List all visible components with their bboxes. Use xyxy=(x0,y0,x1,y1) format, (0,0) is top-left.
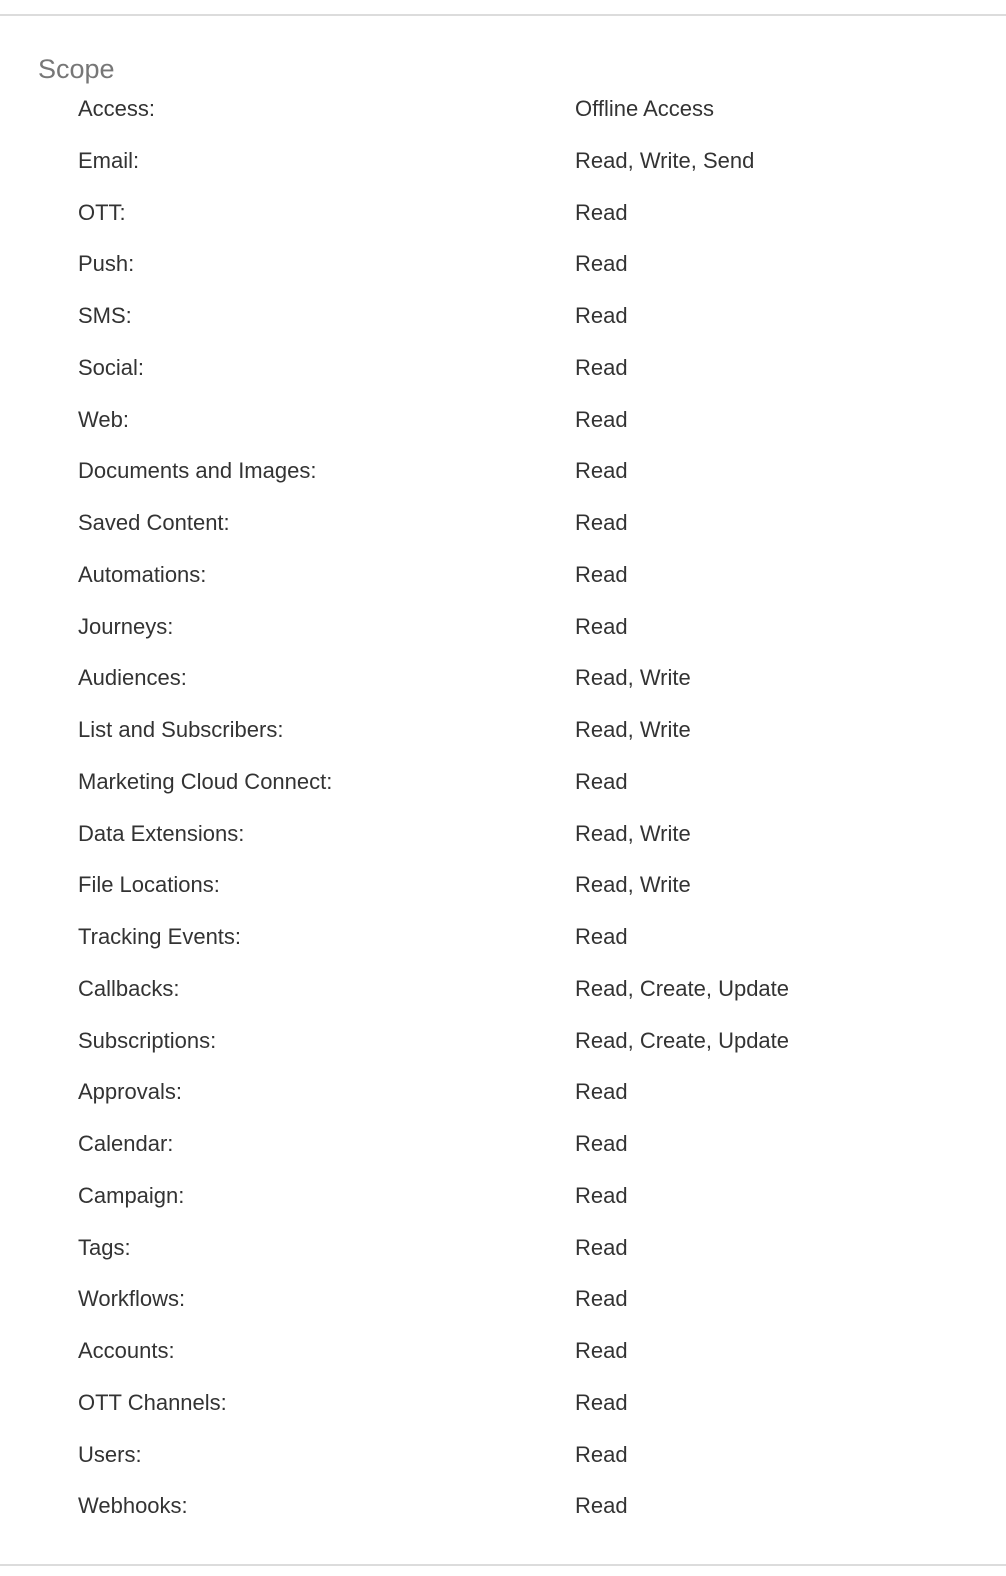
scope-row xyxy=(78,817,978,869)
scope-row xyxy=(78,1386,978,1438)
scope-label: File Locations: xyxy=(78,872,220,898)
scope-row xyxy=(78,765,978,817)
scope-label: Access: xyxy=(78,96,156,121)
scope-label: Email: xyxy=(78,147,140,173)
scope-label: Callbacks: xyxy=(78,975,180,1001)
scope-row xyxy=(78,196,978,248)
scope-value: Read, Create, Update xyxy=(575,1027,790,1053)
scope-row xyxy=(78,1334,978,1386)
scope-row xyxy=(78,972,978,1024)
scope-label: List and Subscribers: xyxy=(78,717,284,742)
scope-row xyxy=(78,1231,978,1283)
scope-label: Data Extensions: xyxy=(78,820,245,846)
scope-list xyxy=(78,92,978,1541)
scope-value: Read xyxy=(575,768,628,794)
scope-row xyxy=(78,610,978,662)
scope-value: Read xyxy=(575,406,628,432)
scope-value: Read xyxy=(575,1338,628,1363)
scope-label: Tracking Events: xyxy=(78,924,242,949)
scope-value: Offline Access xyxy=(575,96,714,121)
scope-row xyxy=(78,1489,978,1541)
scope-label: OTT: xyxy=(78,199,126,225)
scope-row xyxy=(78,92,978,144)
scope-row xyxy=(78,1282,978,1334)
scope-label: Users: xyxy=(78,1441,142,1467)
scope-value: Read xyxy=(575,199,628,225)
scope-panel xyxy=(0,14,1006,1566)
scope-row xyxy=(78,454,978,506)
scope-value: Read, Write xyxy=(575,665,691,691)
scope-row xyxy=(78,506,978,558)
scope-label: Accounts: xyxy=(78,1338,175,1363)
scope-label: Subscriptions: xyxy=(78,1027,217,1053)
scope-row xyxy=(78,351,978,403)
scope-value: Read xyxy=(575,1493,628,1519)
scope-row xyxy=(78,403,978,455)
scope-value: Read xyxy=(575,458,628,484)
scope-row xyxy=(78,1438,978,1490)
scope-row xyxy=(78,247,978,299)
scope-value: Read xyxy=(575,251,628,277)
scope-label: Push: xyxy=(78,251,135,277)
scope-label: Webhooks: xyxy=(78,1493,188,1519)
scope-value: Read, Write xyxy=(575,872,691,898)
scope-row xyxy=(78,1127,978,1179)
scope-label: Automations: xyxy=(78,561,207,587)
scope-value: Read, Write xyxy=(575,717,691,742)
scope-row xyxy=(78,868,978,920)
scope-value: Read, Create, Update xyxy=(575,975,790,1001)
scope-value: Read xyxy=(575,1079,628,1105)
scope-value: Read xyxy=(575,613,628,639)
scope-value: Read xyxy=(575,1286,628,1312)
scope-label: Web: xyxy=(78,406,129,432)
scope-label: Approvals: xyxy=(78,1079,182,1105)
scope-label: Marketing Cloud Connect: xyxy=(78,768,333,794)
scope-value: Read xyxy=(575,561,628,587)
scope-label: Calendar: xyxy=(78,1131,174,1156)
scope-value: Read xyxy=(575,924,628,949)
scope-value: Read xyxy=(575,1234,628,1260)
scope-label: Saved Content: xyxy=(78,510,230,535)
scope-row xyxy=(78,713,978,765)
scope-label: Tags: xyxy=(78,1234,131,1260)
scope-row xyxy=(78,1075,978,1127)
scope-row xyxy=(78,920,978,972)
scope-label: SMS: xyxy=(78,303,132,328)
scope-label: Journeys: xyxy=(78,613,174,639)
scope-label: Social: xyxy=(78,354,145,380)
scope-row xyxy=(78,299,978,351)
scope-row xyxy=(78,1024,978,1076)
scope-label: Workflows: xyxy=(78,1286,186,1312)
scope-label: Documents and Images: xyxy=(78,458,317,484)
scope-label: Audiences: xyxy=(78,665,187,691)
scope-value: Read, Write xyxy=(575,820,691,846)
section-title: Scope xyxy=(38,54,115,84)
scope-value: Read, Write, Send xyxy=(575,147,755,173)
scope-value: Read xyxy=(575,1389,628,1415)
scope-value: Read xyxy=(575,354,628,380)
scope-row xyxy=(78,661,978,713)
scope-row xyxy=(78,144,978,196)
scope-value: Read xyxy=(575,510,628,535)
scope-label: OTT Channels: xyxy=(78,1389,227,1415)
scope-value: Read xyxy=(575,303,628,328)
scope-row xyxy=(78,1179,978,1231)
scope-row xyxy=(78,558,978,610)
scope-value: Read xyxy=(575,1131,628,1156)
scope-value: Read xyxy=(575,1441,628,1467)
scope-label: Campaign: xyxy=(78,1182,185,1208)
scope-value: Read xyxy=(575,1182,628,1208)
